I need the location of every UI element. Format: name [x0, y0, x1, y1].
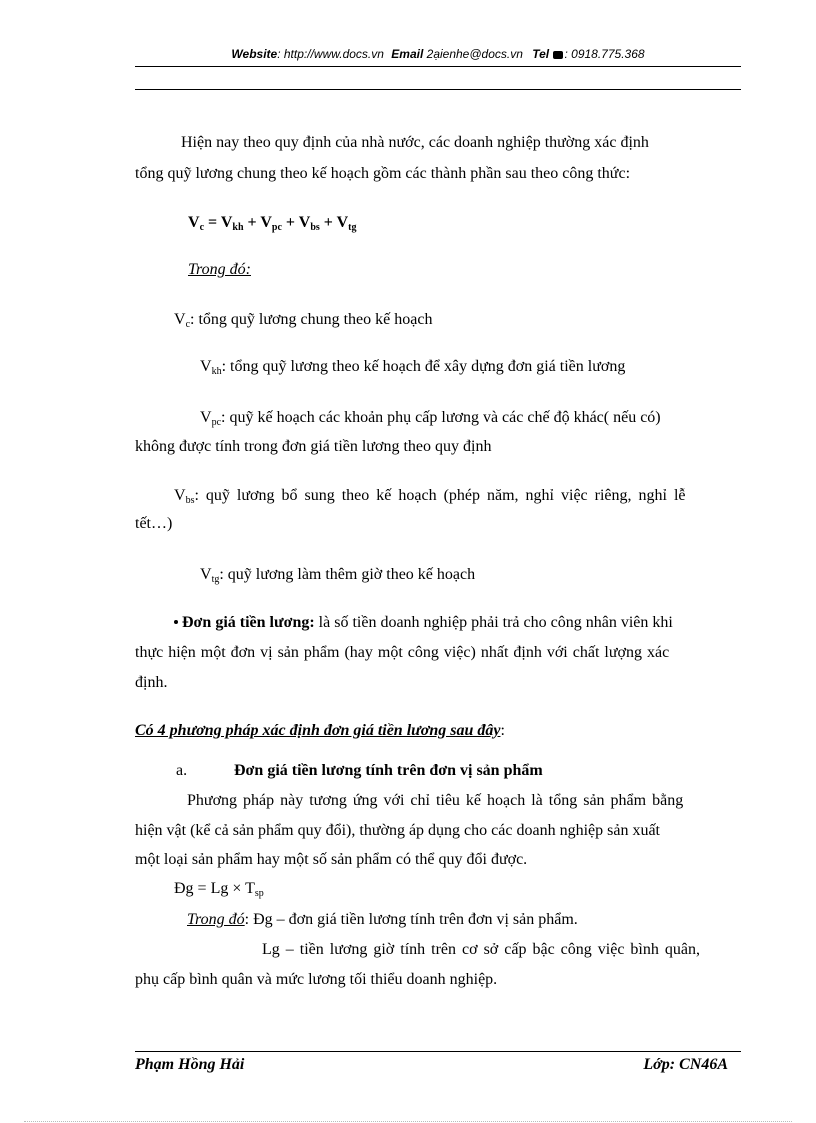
formula-p1: + V	[243, 214, 272, 231]
footer-author: Phạm Hồng Hải	[135, 1056, 245, 1073]
tel-value: : 0918.775.368	[564, 47, 645, 61]
def-vtg	[200, 561, 475, 588]
footer-rule	[135, 1051, 741, 1052]
formula-t2-sub: pc	[271, 222, 282, 233]
page-edge-divider	[24, 1121, 792, 1122]
a-formula-sub: sp	[254, 888, 264, 899]
def-vkh-sub: kh	[211, 366, 222, 377]
a-line-2: hiện vật (kể cả sản phẩm quy đổi), thường áp dụng cho các doanh nghiệp sản xuất	[135, 822, 660, 839]
methods-heading-text: Có 4 phương pháp xác định đơn giá tiền lương sau đây	[135, 722, 501, 739]
def-vkh-letter: V	[200, 358, 212, 375]
formula-t1-sub: kh	[232, 222, 244, 233]
a-formula	[174, 875, 264, 902]
methods-colon: :	[500, 722, 505, 739]
formula-lhs: V	[188, 214, 200, 231]
don-gia-line-2: thực hiện một đơn vị sản phẩm (hay một công việc) nhất định với chất lượng xác	[135, 644, 670, 661]
def-vpc-sub: pc	[211, 417, 222, 428]
def-vkh-text: : tổng quỹ lương theo kế hoạch để xây dựng đơn giá tiền lương	[221, 358, 626, 375]
def-vc	[174, 306, 432, 333]
def-vtg-text: : quỹ lương làm thêm giờ theo kế hoạch	[219, 566, 476, 583]
formula-p2: + V	[281, 214, 311, 231]
def-vc-text: : tổng quỹ lương chung theo kế hoạch	[190, 311, 433, 328]
don-gia-text-1: là số tiền doanh nghiệp phải trả cho công nhân viên khi	[314, 614, 673, 631]
a-trong-do-label: Trong đó	[187, 911, 245, 928]
formula-eq: = V	[204, 214, 233, 231]
formula-t4-sub: tg	[348, 222, 357, 233]
def-vkh	[200, 353, 625, 380]
def-vc-sub: c	[185, 319, 191, 330]
footer-class: Lớp: CN46A	[643, 1056, 728, 1073]
salary-fund-formula	[188, 214, 357, 232]
header-thin-rule	[135, 66, 741, 67]
phone-icon	[553, 51, 563, 59]
formula-t3-sub: bs	[310, 222, 320, 233]
item-a-marker: a.	[176, 762, 188, 779]
a-lg-line-2: phụ cấp bình quân và mức lương tối thiểu doanh nghiệp.	[135, 971, 498, 988]
a-formula-text: Đg = Lg × T	[174, 880, 255, 897]
website-value: : http://www.docs.vn	[277, 47, 384, 61]
intro-line-2: tổng quỹ lương chung theo kế hoạch gồm các thành phần sau theo công thức:	[135, 165, 631, 182]
def-vbs	[174, 482, 740, 509]
def-vbs-sub: bs	[185, 495, 195, 506]
def-vc-letter: V	[174, 311, 186, 328]
email-label: Email	[391, 47, 424, 61]
def-vbs-text: : quỹ lương bổ sung theo kế hoạch (phép năm, nghỉ việc riêng, nghỉ lễ	[194, 487, 686, 504]
formula-lhs-sub: c	[199, 222, 205, 233]
def-vpc	[200, 404, 740, 431]
formula-p3: + V	[319, 214, 349, 231]
a-line-1: Phương pháp này tương ứng với chỉ tiêu kế hoạch là tổng sản phẩm bằng	[187, 792, 684, 809]
intro-line-1: Hiện nay theo quy định của nhà nước, các doanh nghiệp thường xác định	[181, 134, 649, 151]
item-a-title: Đơn giá tiền lương tính trên đơn vị sản phẩm	[234, 762, 543, 779]
def-vbs-cont: tết…)	[135, 515, 173, 532]
bullet-icon	[174, 620, 178, 624]
def-vpc-letter: V	[200, 409, 212, 426]
a-trong-do-rest: : Đg – đơn giá tiền lương tính trên đơn vị sản phẩm.	[244, 911, 578, 928]
a-trong-do	[187, 906, 578, 933]
header-rule	[135, 89, 741, 90]
a-line-3: một loại sản phẩm hay một số sản phẩm có thể quy đổi được.	[135, 851, 528, 868]
website-label: Website	[231, 47, 278, 61]
def-vpc-cont: không được tính trong đơn giá tiền lương theo quy định	[135, 438, 492, 455]
trong-do-label: Trong đó:	[188, 261, 251, 278]
def-vbs-letter: V	[174, 487, 186, 504]
don-gia-label: Đơn giá tiền lương:	[182, 614, 315, 631]
don-gia-line-3: định.	[135, 674, 168, 691]
def-vtg-letter: V	[200, 566, 212, 583]
email-value: 2ạienhe@docs.vn	[426, 47, 523, 61]
a-lg-line-1: Lg – tiền lương giờ tính trên cơ sở cấp bậc công việc bình quân,	[262, 941, 700, 958]
tel-label: Tel	[532, 47, 550, 61]
def-vpc-text: : quỹ kế hoạch các khoản phụ cấp lương và các chế độ khác( nếu có)	[221, 409, 661, 426]
page-header	[135, 47, 741, 61]
methods-heading	[135, 717, 505, 744]
def-vtg-sub: tg	[211, 574, 220, 585]
don-gia-line-1	[174, 609, 673, 636]
